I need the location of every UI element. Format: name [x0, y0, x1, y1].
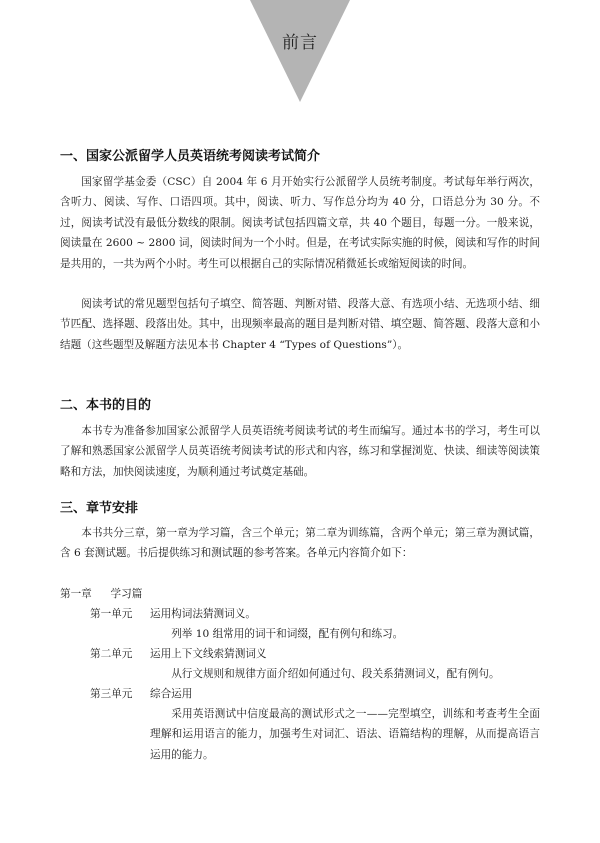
- unit-label: 第一单元: [90, 608, 133, 620]
- page-title: 前言: [282, 33, 318, 53]
- unit-title: 运用上下文线索猜测词义: [150, 648, 267, 660]
- unit-description: 采用英语测试中信度最高的测试形式之一——完型填空，训练和考查考生全面理解和运用语言的能力，加强考生对词汇、语法、语篇结构的理解，从而提高语言运用的能力。: [150, 708, 540, 761]
- chapter-title: 学习篇: [110, 588, 143, 600]
- section-intro-paragraph-2: 阅读考试的常见题型包括句子填空、简答题、判断对错、段落大意、有选项小结、无选项小结、细节匹配、选择题、段落出处。其中，出现频率最高的题目是判断对错、填空题、简答题、段落大意和小结题（这些题型及解题方法见本书 Chapter 4 “Types of Questions”）。: [60, 298, 540, 351]
- unit-title: 运用构词法猜测词义。: [150, 608, 256, 620]
- section-heading-purpose: 二、本书的目的: [60, 398, 152, 413]
- unit-label: 第二单元: [90, 648, 133, 660]
- unit-description: 从行文规则和规律方面介绍如何通过句、段关系猜测词义，配有例句。: [171, 668, 500, 680]
- section-heading-intro: 一、国家公派留学人员英语统考阅读考试简介: [60, 149, 321, 164]
- unit-description: 列举 10 组常用的词干和词缀，配有例句和练习。: [171, 628, 404, 640]
- section-chapters-paragraph: 本书共分三章，第一章为学习篇，含三个单元；第二章为训练篇，含两个单元；第三章为测试篇，含 6 套测试题。书后提供练习和测试题的参考答案。各单元内容简介如下：: [60, 527, 540, 560]
- chapter-label: 第一章: [60, 588, 92, 600]
- section-intro-paragraph-1: 国家留学基金委（CSC）自 2004 年 6 月开始实行公派留学人员统考制度。考试每年举行两次，含听力、阅读、写作、口语四项。其中，阅读、听力、写作总分均为 40 分，口语总分为 30 分。不过，阅读考试没有最低分数线的限制。阅读考试包括四篇文章，共 40 个题目，每题一分。一般来说，阅读量在 2600 ~ 2800 词，阅读时间为一个小时。但是，在考试实际实施的时候，阅读和写作的时间是共用的，一共为两个小时。考生可以根据自己的实际情况稍微延长或缩短阅读的时间。: [60, 176, 540, 270]
- section-heading-chapters: 三、章节安排: [60, 501, 139, 516]
- unit-label: 第三单元: [90, 688, 133, 700]
- section-purpose-paragraph: 本书专为准备参加国家公派留学人员英语统考阅读考试的考生而编写。通过本书的学习，考生可以了解和熟悉国家公派留学人员英语统考阅读考试的形式和内容，练习和掌握浏览、快读、细读等阅读策略和方法，加快阅读速度，为顺利通过考试奠定基础。: [60, 425, 540, 478]
- chapter-row: [60, 584, 142, 604]
- unit-title: 综合运用: [150, 688, 193, 700]
